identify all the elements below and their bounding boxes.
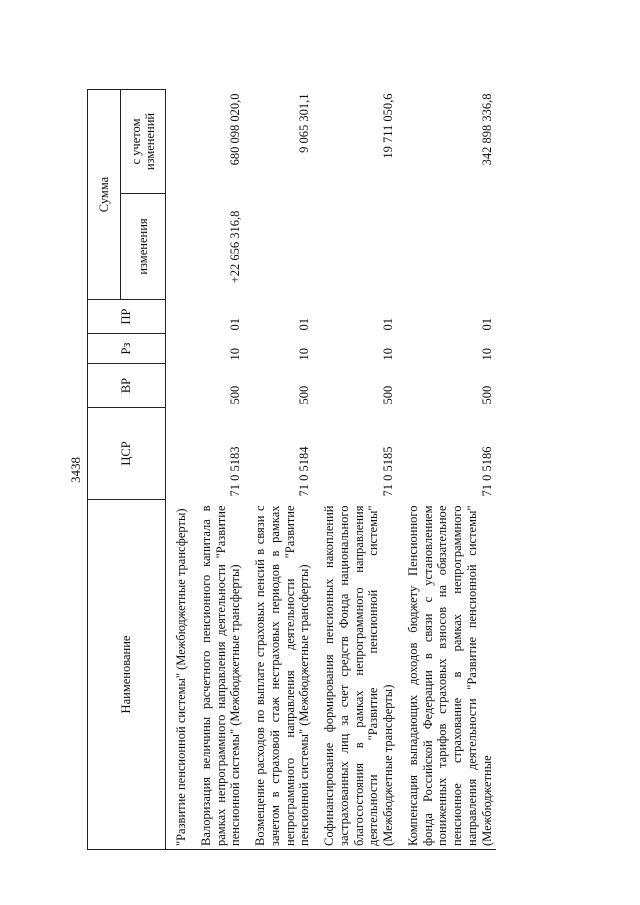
page-number: 3438	[68, 457, 83, 483]
table-row	[166, 90, 191, 850]
row-name: "Развитие пенсионной системы" (Межбюджетные трансферты)	[166, 500, 191, 850]
row-vr: 500	[297, 385, 312, 405]
rotated-document-sheet	[65, 90, 575, 850]
table-row	[314, 90, 398, 850]
row-rz: 10	[479, 348, 494, 361]
row-total: 9 065 301,1	[297, 93, 312, 153]
row-rz: 10	[381, 348, 395, 361]
row-pr: 01	[479, 318, 494, 331]
row-total: 680 098 020,0	[228, 93, 243, 166]
row-change	[245, 194, 314, 300]
row-total: 19 711 050,6	[381, 93, 395, 159]
row-name: Валоризация величины расчетного пенсионного капитала в рамках непрограммного направления деятельности "Развитие пенсионной системы" (Межбюджетные трансферты)	[191, 500, 245, 850]
row-pr: 01	[381, 318, 395, 331]
row-vr	[166, 364, 191, 408]
header-csr: ЦСР	[88, 408, 166, 500]
row-change	[166, 194, 191, 300]
row-vr: 500	[479, 385, 494, 405]
row-name: Компенсация выпадающих доходов бюджету Пенсионного фонда Российской Федерации в связи с установлением пониженных тарифов страховых взносов на обязательное пенсионное страхование в рамках непрограммного направления деятельности "Развитие пенсионной системы" (Межбюджетные	[398, 500, 497, 850]
row-change	[314, 194, 398, 300]
row-name: Возмещение расходов по выплате страховых пенсий в связи с зачетом в страховой стаж нестраховых периодов в рамках непрограммного направления деятельности "Развитие пенсионной системы" (Межбюджетные трансферты)	[245, 500, 314, 850]
row-csr: 71 0 5185	[381, 446, 395, 497]
row-rz: 10	[228, 348, 243, 361]
header-vr: ВР	[88, 364, 166, 408]
row-vr: 500	[381, 385, 395, 405]
table-row	[398, 90, 497, 850]
row-rz: 10	[297, 348, 312, 361]
row-rz	[166, 334, 191, 364]
header-rz: Рз	[88, 334, 166, 364]
row-total: 342 898 336,8	[479, 93, 494, 166]
header-pr: ПР	[88, 300, 166, 334]
table-header	[88, 90, 166, 850]
header-changes: изменения	[121, 194, 166, 300]
row-csr	[166, 408, 191, 500]
header-name: Наименование	[88, 500, 166, 850]
table-row	[245, 90, 314, 850]
row-pr: 01	[228, 318, 243, 331]
row-csr: 71 0 5186	[479, 446, 494, 497]
row-csr: 71 0 5184	[297, 446, 312, 497]
row-vr: 500	[228, 385, 243, 405]
row-pr: 01	[297, 318, 312, 331]
header-with-changes: с учетом изменений	[121, 90, 166, 194]
row-total	[166, 90, 191, 194]
budget-table	[87, 89, 496, 850]
row-change	[398, 194, 497, 300]
row-csr: 71 0 5183	[228, 446, 243, 497]
table-row	[191, 90, 245, 850]
row-pr	[166, 300, 191, 334]
header-sum: Сумма	[88, 90, 121, 300]
row-change: +22 656 316,8	[228, 210, 243, 284]
row-name: Софинансирование формирования пенсионных накоплений застрахованных лиц за счет средств Фонда национального благосостояния в рамках непрограммного направления деятельности "Развитие пенсионной системы" (Межбюджетные трансферты)	[314, 500, 398, 850]
